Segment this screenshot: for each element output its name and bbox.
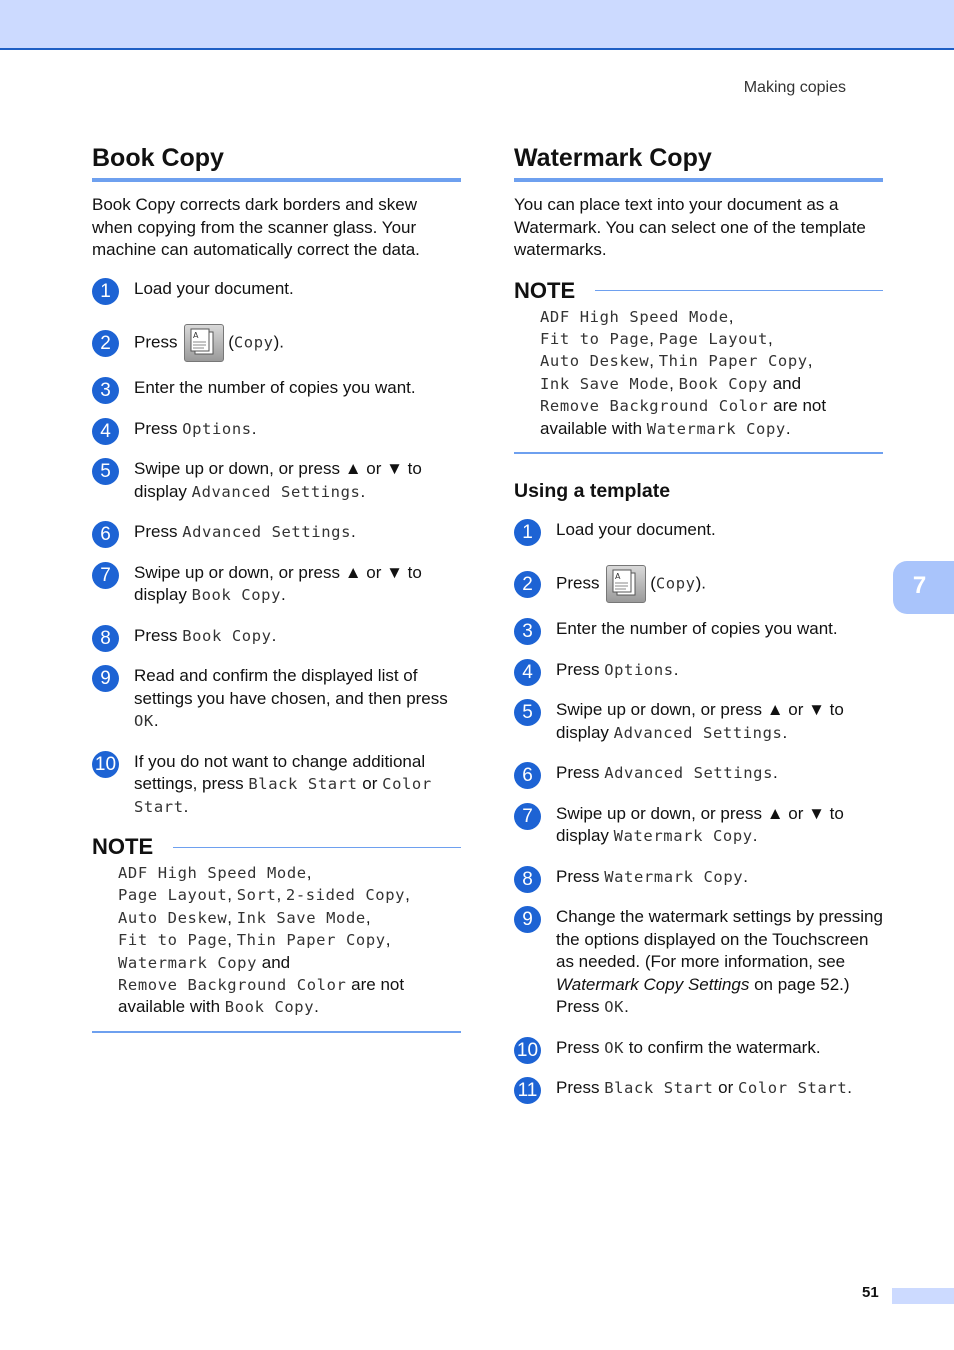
svg-text:A: A <box>193 331 199 340</box>
step-number: 2 <box>92 330 119 357</box>
steps-list <box>514 519 883 1100</box>
step: 4 Press Options. <box>514 659 883 682</box>
note-rule <box>173 847 461 848</box>
note-title: NOTE <box>514 277 576 303</box>
step: 11 Press Black Start or Color Start. <box>514 1077 883 1100</box>
step: 9 Change the watermark settings by pressing the options displayed on the Touchscreen as needed. (For more information, see Watermark Copy Settings on page 52.) Press OK. <box>514 906 883 1019</box>
note-body: ADF High Speed Mode, Page Layout, Sort, 2-sided Copy, Auto Deskew, Ink Save Mode, Fit to Page, Thin Paper Copy, Watermark Copy and Remove Background Color are not available with Book Copy. <box>92 860 461 1033</box>
page-number: 51 <box>862 1284 879 1301</box>
step: 10 Press OK to confirm the watermark. <box>514 1037 883 1060</box>
step: 3 Enter the number of copies you want. <box>514 618 883 641</box>
step-number: 4 <box>514 659 541 686</box>
section-intro: Book Copy corrects dark borders and skew when copying from the scanner glass. Your machine can automatically correct the data. <box>92 195 420 259</box>
step-number: 8 <box>92 625 119 652</box>
note-box <box>92 834 461 1033</box>
step: 6 Press Advanced Settings. <box>514 762 883 785</box>
section-title: Book Copy <box>92 140 461 182</box>
step-number: 3 <box>92 377 119 404</box>
step-number: 5 <box>92 458 119 485</box>
section-intro: You can place text into your document as a Watermark. You can select one of the template watermarks. <box>514 195 866 259</box>
chapter-tab[interactable]: 7 <box>893 561 954 614</box>
step: 4 Press Options. <box>92 418 461 441</box>
note-rule <box>595 290 883 291</box>
step: 8 Press Book Copy. <box>92 625 461 648</box>
svg-text:A: A <box>615 572 621 582</box>
step: 7 Swipe up or down, or press ▲ or ▼ to display Book Copy. <box>92 562 461 607</box>
step: 5 Swipe up or down, or press ▲ or ▼ to display Advanced Settings. <box>92 458 461 503</box>
copy-button-icon <box>184 324 224 362</box>
book-copy-section <box>92 140 461 1033</box>
step-number: 10 <box>514 1037 541 1064</box>
step-number: 11 <box>514 1077 541 1104</box>
step-number: 8 <box>514 866 541 893</box>
step: 10 If you do not want to change additional settings, press Black Start or Color Start. <box>92 751 461 819</box>
step-number: 4 <box>92 418 119 445</box>
page-number-bar <box>892 1288 954 1304</box>
step-number: 1 <box>92 278 119 305</box>
step: 3 Enter the number of copies you want. <box>92 377 461 400</box>
step-number: 2 <box>514 571 541 598</box>
step: 8 Press Watermark Copy. <box>514 866 883 889</box>
note-body: ADF High Speed Mode, Fit to Page, Page Layout, Auto Deskew, Thin Paper Copy, Ink Save Mode, Book Copy and Remove Background Color are not available with Watermark Copy. <box>514 304 883 454</box>
step: 2 Press A (Copy). <box>92 324 461 362</box>
subsection-title: Using a template <box>514 479 671 502</box>
step-number: 6 <box>92 521 119 548</box>
copy-button-icon <box>606 565 646 603</box>
cross-reference-link[interactable]: Watermark Copy Settings <box>556 974 750 994</box>
running-header: Making copies <box>743 79 846 96</box>
watermark-copy-section <box>514 140 883 1100</box>
step: 5 Swipe up or down, or press ▲ or ▼ to display Advanced Settings. <box>514 699 883 744</box>
step-number: 10 <box>92 751 119 778</box>
step-number: 7 <box>92 562 119 589</box>
step: 9 Read and confirm the displayed list of settings you have chosen, and then press OK. <box>92 665 461 733</box>
step-number: 3 <box>514 618 541 645</box>
step-text: Load your document. <box>134 278 294 298</box>
step-number: 1 <box>514 519 541 546</box>
header-band <box>0 0 954 50</box>
note-title: NOTE <box>92 834 154 859</box>
step-number: 9 <box>514 906 541 933</box>
step: 2 Press A (Copy). <box>514 565 883 603</box>
step-number: 6 <box>514 762 541 789</box>
step-number: 9 <box>92 665 119 692</box>
step-number: 7 <box>514 803 541 830</box>
steps-list <box>92 278 461 819</box>
step: 1 Load your document. <box>514 519 883 542</box>
step: 7 Swipe up or down, or press ▲ or ▼ to display Watermark Copy. <box>514 803 883 848</box>
step <box>92 278 461 301</box>
section-title: Watermark Copy <box>514 140 883 182</box>
step: 6 Press Advanced Settings. <box>92 521 461 544</box>
step-number: 5 <box>514 699 541 726</box>
note-box <box>514 278 883 454</box>
